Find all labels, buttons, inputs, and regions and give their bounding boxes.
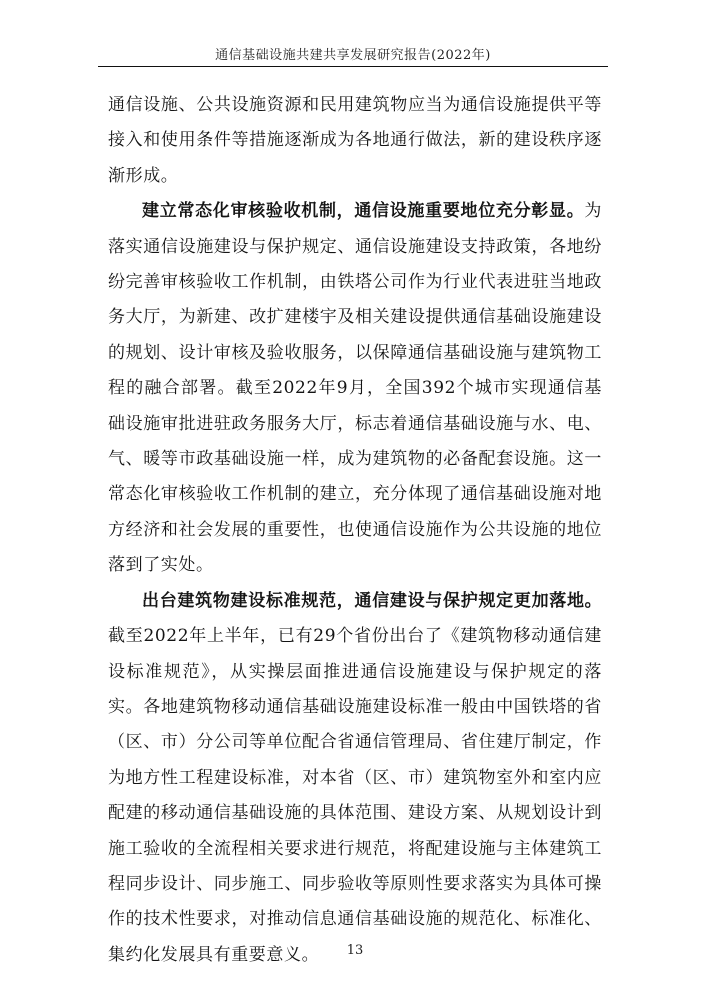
running-header: 通信基础设施共建共享发展研究报告(2022年)	[215, 48, 491, 63]
page-number: 13	[346, 943, 364, 958]
paragraph-3-lead: 出台建筑物建设标准规范，通信建设与保护规定更加落地。	[142, 590, 602, 611]
paragraph-2-text: 为落实通信设施建设与保护规定、通信设施建设支持政策，各地纷纷完善审核验收工作机制，由铁塔公司作为行业代表进驻当地政务大厅，为新建、改扩建楼宇及相关建设提供通信基础设施建设的规划、设计审核及验收服务，以保障通信基础设施与建筑物工程的融合部署。截至2022年9月，全国392个城市实现通信基础设施审批进驻政务服务大厅，标志着通信基础设施与水、电、气、暖等市政基础设施一样，成为建筑物的必备配套设施。这一常态化审核验收工作机制的建立，充分体现了通信基础设施对地方经济和社会发展的重要性，也使通信设施作为公共设施的地位落到了实处。	[108, 201, 602, 576]
body-text	[108, 88, 602, 973]
header-divider	[98, 66, 608, 67]
paragraph-3-text: 截至2022年上半年，已有29个省份出台了《建筑物移动通信建设标准规范》，从实操层面推进通信设施建设与保护规定的落实。各地建筑物移动通信基础设施建设标准一般由中国铁塔的省（区、市）分公司等单位配合省通信管理局、省住建厅制定，作为地方性工程建设标准，对本省（区、市）建筑物室外和室内应配建的移动通信基础设施的具体范围、建设方案、从规划设计到施工验收的全流程相关要求进行规范，将配建设施与主体建筑工程同步设计、同步施工、同步验收等原则性要求落实为具体可操作的技术性要求，对推动信息通信基础设施的规范化、标准化、集约化发展具有重要意义。	[108, 626, 602, 965]
paragraph-1	[108, 88, 602, 194]
paragraph-2	[108, 194, 602, 583]
paragraph-3	[108, 584, 602, 973]
paragraph-1-text: 通信设施、公共设施资源和民用建筑物应当为通信设施提供平等接入和使用条件等措施逐渐成为各地通行做法，新的建设秩序逐渐形成。	[108, 95, 602, 186]
paragraph-2-lead: 建立常态化审核验收机制，通信设施重要地位充分彰显。	[142, 201, 585, 222]
